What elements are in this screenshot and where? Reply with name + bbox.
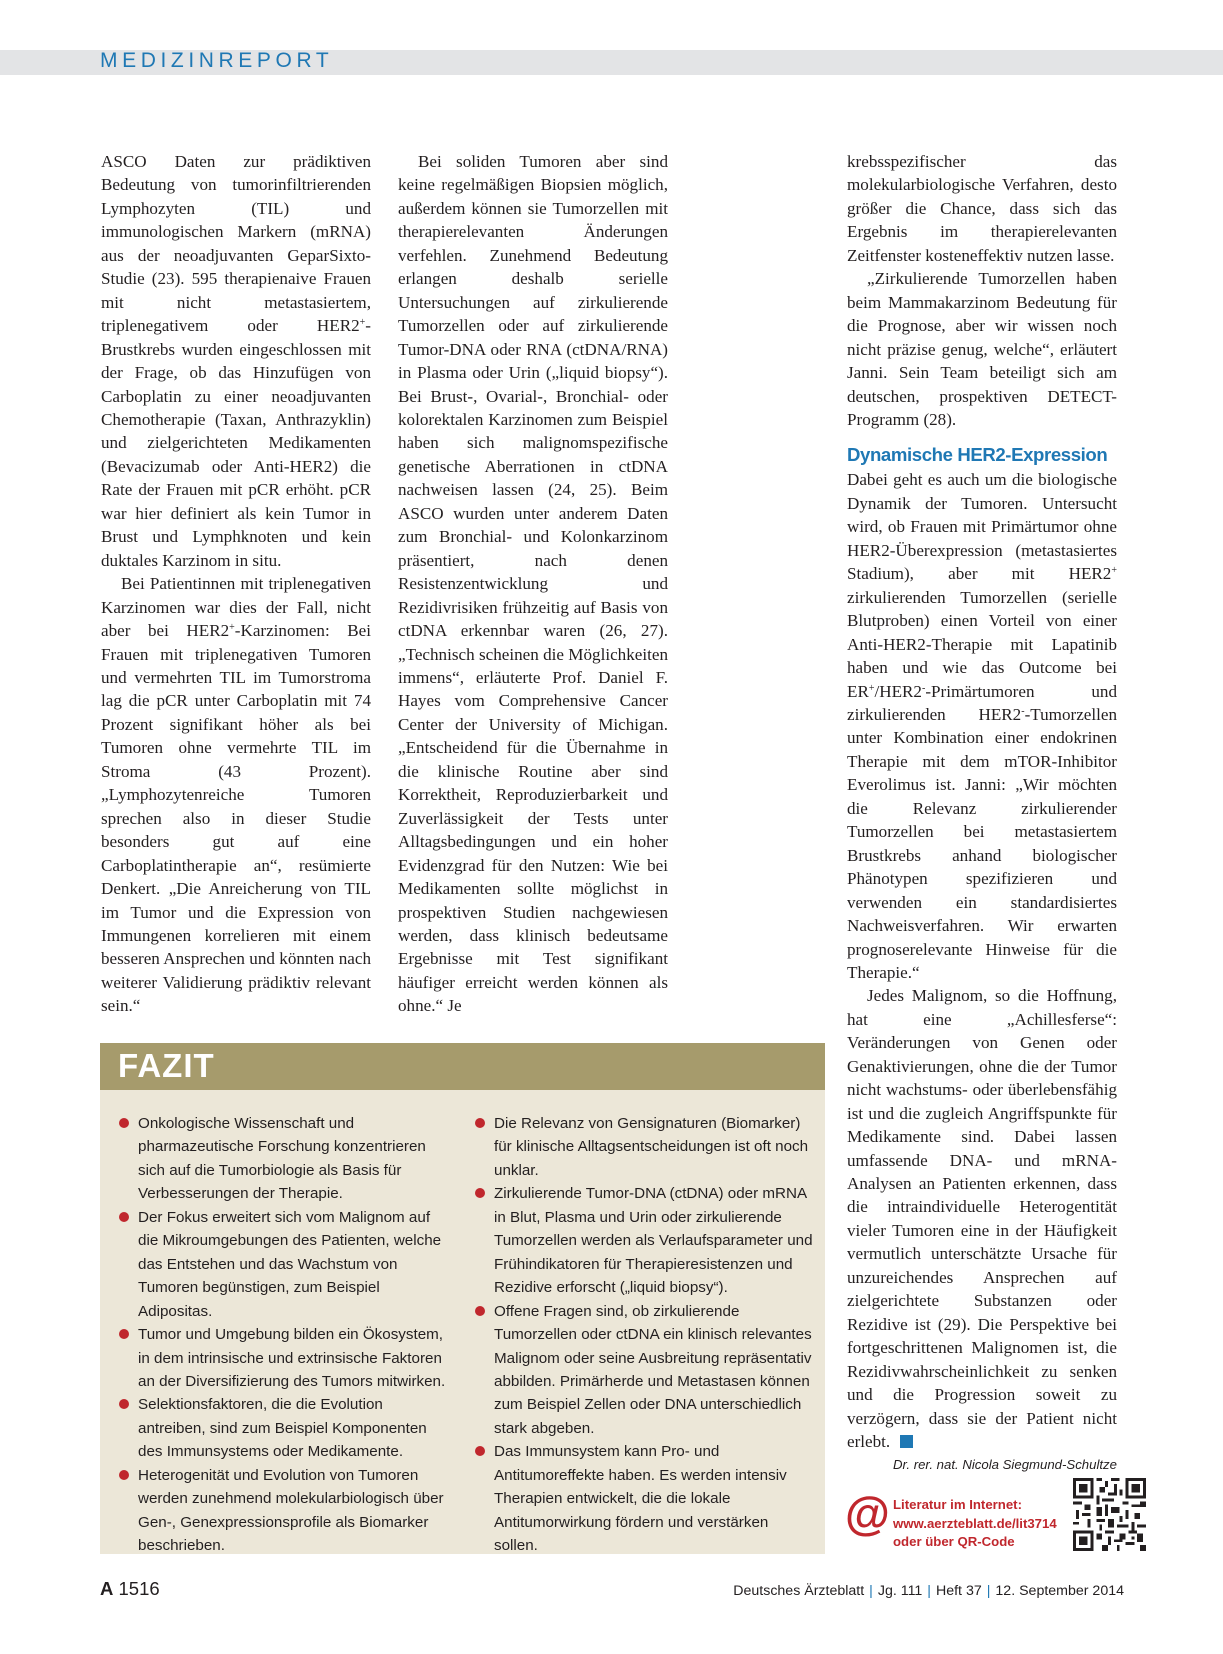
fazit-list-left	[119, 1112, 449, 1558]
text-run: Jedes Malignom, so die Hoffnung, hat eine „Achillesferse“: Veränderungen von Genen oder Genaktivierungen, ohne die der Tumor nicht wachstums- oder überlebensfähig ist und die zugleich Angriffspunkte für Medikamente sind. Dabei lassen umfassende DNA- und mRNA-Analysen an Patienten erkennen, dass die intraindividuelle Heterogentität vieler Tumoren eine in der Häufigkeit vermutlich unterschätzte Ursache für unzureichendes Ansprechen auf zielgerichtete Substanzen oder Rezidive ist (29). Die Perspektive bei fortgeschrittenen Malignomen ist, die Rezidivwahrscheinlichkeit zu senken und die Progression soweit zu verzögern, dass sie der Patient nicht erlebt.	[847, 986, 1117, 1452]
subheading: Dynamische HER2-Expression	[847, 444, 1108, 466]
paragraph	[101, 150, 371, 572]
superscript: +	[868, 682, 875, 694]
text-run: -Karzinomen: Bei Frauen mit triplenegativen Tumoren und vermehrten TIL im Tumorstroma lag die pCR unter Carboplatin mit 74 Prozent signifikant höher als bei Tumoren ohne vermehrte TIL im Stroma (43 Prozent). „Lymphozytenreiche Tumoren sprechen also in dieser Studie besonders gut auf eine Carboplatintherapie an“, resümierte Denkert. „Die Anreicherung von TIL im Tumor und die Expression von Immungenen korrelieren mit einem besseren Ansprechen und könnten nach weiterer Validierung prädiktiv relevant sein.“	[101, 621, 371, 1016]
fazit-item: Heterogenität und Evolution von Tumoren werden zunehmend molekularbiologisch über Gen-, Genexpressionsprofile als Biomarker beschrieben.	[119, 1464, 449, 1558]
fazit-title: FAZIT	[118, 1047, 215, 1084]
journal-issue: Heft 37	[935, 1583, 982, 1599]
fazit-item: Zirkulierende Tumor-DNA (ctDNA) oder mRNA in Blut, Plasma und Urin oder zirkulierende Tumorzellen werden als Verlaufsparameter und Frühindikatoren für Therapieresistenzen und Rezidive erforscht („liquid biopsy“).	[475, 1182, 815, 1299]
separator: |	[869, 1583, 873, 1599]
fazit-item: Onkologische Wissenschaft und pharmazeutische Forschung konzentrieren sich auf die Tumorbiologie als Basis für Verbesserungen der Therapie.	[119, 1112, 449, 1206]
paragraph: Bei soliden Tumoren aber sind keine regelmäßigen Biopsien möglich, außerdem können sie Tumorzellen mit therapierelevanten Änderungen verfehlen. Zunehmend Bedeutung erlangen deshalb serielle Untersuchungen auf zirkulierende Tumorzellen oder auf zirkulierende Tumor-DNA oder RNA (ctDNA/RNA) in Plasma oder Urin („liquid biopsy“). Bei Brust-, Ovarial-, Bronchial- oder kolorektalen Karzinomen zum Beispiel haben sich malignomspezifische genetische Aberrationen in ctDNA nachweisen lassen (24, 25). Beim ASCO wurden unter anderem Daten zum Bronchial- und Kolonkarzinom präsentiert, nach denen Resistenzentwicklung und Rezidivrisiken frühzeitig auf Basis von ctDNA erkennbar waren (26, 27). „Technisch scheinen die Möglichkeiten immens“, erläuterte Prof. Daniel F. Hayes vom Comprehensive Cancer Center der University of Michigan. „Entscheidend für die Übernahme in die klinische Routine aber sind Korrektheit, Reproduzierbarkeit und Zuverlässigkeit der Tests unter Alltagsbedingungen und ein hoher Evidenzgrad für den Nutzen: Wie bei Medikamenten sollte möglichst in prospektiven Studien nachgewiesen werden, dass klinisch bedeutsame Ergebnisse mit Test signifikant häufiger erreicht werden können als ohne.“ Je	[398, 152, 668, 1016]
text-run: ASCO Daten zur prädiktiven Bedeutung von tumorinfiltrierenden Lymphozyten (TIL) und immunologischen Markern (mRNA) aus der neoadjuvanten GeparSixto-Studie (23). 595 therapienaive Frauen mit nicht metastasiertem, triplenegativem oder HER2	[101, 152, 371, 336]
paragraph	[847, 984, 1117, 1453]
superscript: +	[359, 317, 366, 329]
literature-line: Literatur im Internet:	[893, 1497, 1022, 1512]
fazit-list-right	[475, 1112, 815, 1558]
journal-name: Deutsches Ärzteblatt	[733, 1583, 865, 1599]
text-run: Bei Patientinnen mit triplenegativen Karzinomen war dies der Fall, nicht aber bei HER2	[101, 574, 371, 641]
page-prefix: A	[100, 1578, 114, 1599]
article-column-1	[101, 150, 371, 1018]
section-label: MEDIZINREPORT	[100, 49, 334, 72]
text-run: -Tumorzellen unter Kombination einer endokrinen Therapie mit dem mTOR-Inhibitor Everolimus ist. Janni: „Wir möchten die Relevanz zirkulierender Tumorzellen bei metastasiertem Brustkrebs anhand biologischer Phänotypen spezifizieren und verwenden ein standardisiertes Nachweisverfahren. Wir erwarten prognoserelevante Hinweise für die Therapie.“	[847, 704, 1117, 982]
page-number	[100, 1578, 160, 1600]
article-column-3	[847, 150, 1117, 1474]
text-run: /HER2	[874, 681, 922, 701]
paragraph: krebsspezifischer das molekularbiologische Verfahren, desto größer die Chance, dass sich das Ergebnis im therapierelevanten Zeitfenster kosteneffektiv nutzen lasse.	[847, 152, 1117, 265]
fazit-item: Offene Fragen sind, ob zirkulierende Tumorzellen oder ctDNA ein klinisch relevantes Malignom oder seine Ausbreitung repräsentativ abbilden. Primärherde und Metastasen können zum Beispiel Zellen oder DNA unterschiedlich stark abgeben.	[475, 1300, 815, 1441]
text-run: Dabei geht es auch um die biologische Dynamik der Tumoren. Untersucht wird, ob Frauen mit Primärtumor ohne HER2-Überexpression (metastasiertes Stadium), aber mit HER2	[847, 470, 1117, 584]
qr-code-icon[interactable]	[1073, 1478, 1146, 1551]
paragraph	[101, 572, 371, 1018]
fazit-item: Selektionsfaktoren, die die Evolution antreiben, sind zum Beispiel Komponenten des Immunsystems oder Medikamente.	[119, 1393, 449, 1463]
fazit-item: Tumor und Umgebung bilden ein Ökosystem, in dem intrinsische und extrinsische Faktoren an der Diversifizierung des Tumors mitwirken.	[119, 1323, 449, 1393]
fazit-box	[100, 1090, 825, 1554]
superscript: +	[229, 622, 235, 634]
article-column-2	[398, 150, 668, 1018]
fazit-header	[100, 1043, 825, 1090]
literature-note	[893, 1496, 1057, 1552]
fazit-item: Der Fokus erweitert sich vom Malignom auf die Mikroumgebungen des Patienten, welche das Entstehen und das Wachstum von Tumoren begünstigen, zum Beispiel Adipositas.	[119, 1206, 449, 1323]
separator: |	[927, 1583, 931, 1599]
text-run: -Brustkrebs wurden eingeschlossen mit der Frage, ob das Hinzufügen von Carboplatin zu einer neoadjuvanten Chemotherapie (Taxan, Anthrazyklin) und zielgerichteten Medikamenten (Bevacizumab oder Anti-HER2) die Rate der Frauen mit pCR erhöht. pCR war hier definiert als kein Tumor in Brust und Lymphknoten und kein duktales Karzinom in situ.	[101, 316, 371, 570]
at-sign-icon: @	[845, 1487, 890, 1539]
fazit-item: Das Immunsystem kann Pro- und Antitumoreffekte haben. Es werden intensiv Therapien entwickelt, die die lokale Antitumorwirkung fördern und verstärken sollen.	[475, 1440, 815, 1557]
literature-link[interactable]: www.aerzteblatt.de/lit3714	[893, 1515, 1057, 1531]
separator: |	[986, 1583, 991, 1599]
literature-line: oder über QR-Code	[893, 1534, 1015, 1549]
author-byline: Dr. rer. nat. Nicola Siegmund-Schultze	[892, 1457, 1117, 1473]
journal-volume: Jg. 111	[877, 1583, 923, 1599]
superscript: -	[921, 682, 926, 694]
text-run: zirkulierenden Tumorzellen (serielle Blutproben) einen Vorteil von einer Anti-HER2-Therapie mit Lapatinib haben und wie das Outcome bei ER	[847, 587, 1117, 701]
end-mark-square	[900, 1435, 913, 1448]
paragraph: „Zirkulierende Tumorzellen haben beim Mammakarzinom Bedeutung für die Prognose, aber wir wissen noch nicht präzise genug, welche“, erläutert Janni. Sein Team beteiligt sich am deutschen, prospektiven DETECT-Programm (28).	[847, 269, 1117, 429]
text-run: -Primärtumoren und zirkulierenden HER2	[847, 681, 1117, 724]
superscript: -	[1021, 705, 1025, 717]
journal-date: 12. September 2014	[995, 1583, 1124, 1599]
page-number-value: 1516	[118, 1578, 160, 1599]
fazit-item: Die Relevanz von Gensignaturen (Biomarker) für klinische Alltagsentscheidungen ist oft noch unklar.	[475, 1112, 815, 1182]
paragraph	[847, 468, 1117, 984]
superscript: +	[1111, 565, 1117, 577]
journal-footer	[733, 1583, 1124, 1599]
